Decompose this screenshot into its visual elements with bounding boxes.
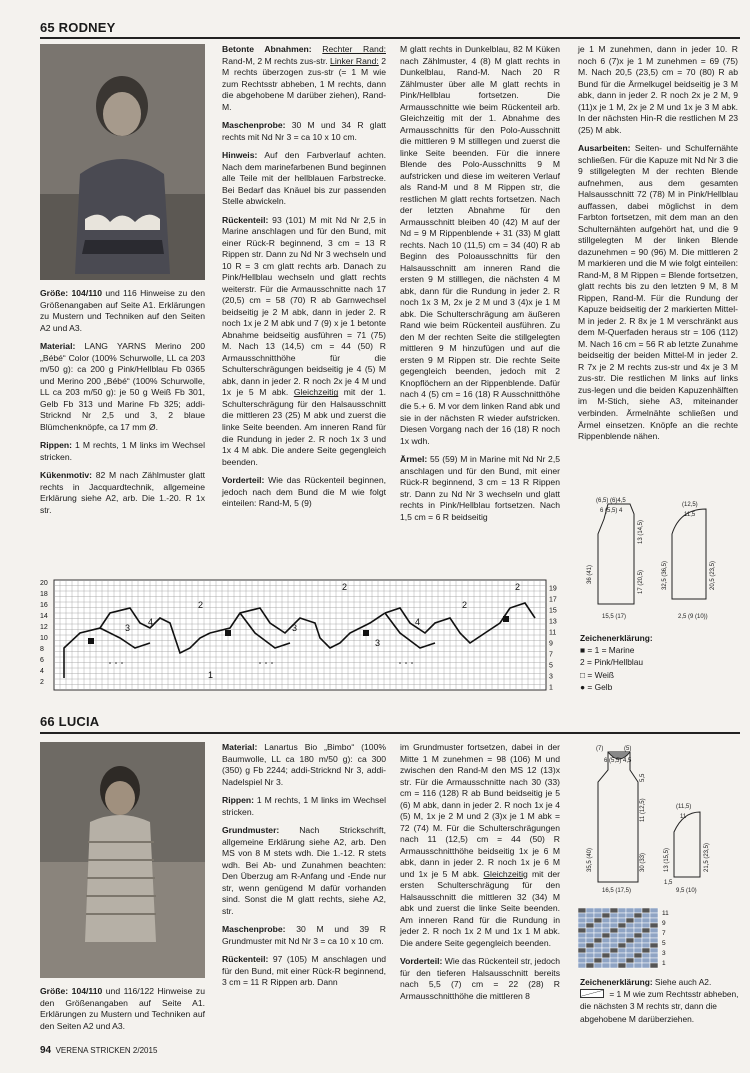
row-label-left: 2: [40, 678, 44, 686]
dim-g: 30 (33): [640, 852, 646, 872]
stitch-cell: [618, 933, 626, 938]
stitch-cell: [634, 913, 642, 918]
stitch-cell: [594, 948, 602, 953]
row-label-left: 20: [40, 579, 48, 587]
stitch-cell: [586, 918, 594, 923]
dim-f: 13 (14,5): [638, 519, 644, 544]
stitch-cell: [650, 943, 658, 948]
stitch-cell: [626, 928, 634, 933]
stitch-cell: [602, 913, 610, 918]
dim-g: 17 (20,5): [638, 569, 644, 594]
stitch-cell: [642, 953, 650, 958]
stitch-cell: [634, 943, 642, 948]
stitch-cell: [578, 958, 586, 963]
dim-i: 16,5 (17,5): [602, 888, 632, 894]
lucia-column-1: Größe: 104/110 und 116/122 Hinweise zu den Größenangaben auf Seite A1. Erklärungen zu Mustern und Techniken auf den Seiten A2 und A3.: [40, 986, 205, 1031]
stitch-cell: [578, 943, 586, 948]
dim-j: 32,5 (36,5): [662, 560, 668, 590]
dim-n: 2,5 (9 (10)): [678, 614, 708, 620]
stitch-cell: [634, 938, 642, 943]
stitch-cell: [650, 928, 658, 933]
row-label-left: 6: [40, 656, 44, 664]
lucia-stitch-chart: [578, 908, 678, 970]
stitch-cell: [610, 933, 618, 938]
dim-f: 35,5 (40): [587, 847, 593, 872]
dim-j: (11,5): [676, 804, 692, 810]
dim-d: 5,5: [640, 773, 646, 782]
dim-c: (12,5): [682, 502, 698, 508]
stitch-cell: [610, 923, 618, 928]
row-label: 1: [662, 960, 666, 967]
stitch-cell: [650, 923, 658, 928]
stitch-cell: [650, 938, 658, 943]
row-label-right: 15: [549, 607, 557, 615]
row-label-left: 14: [40, 612, 48, 620]
dim-m: 21,5 (23,5): [704, 842, 710, 872]
stitch-cell: [634, 923, 642, 928]
stitch-cell: [634, 928, 642, 933]
stitch-cell: [634, 908, 642, 913]
chart-num: 4: [415, 617, 421, 627]
chart-num: 1: [208, 670, 214, 680]
row-label-right: 9: [549, 640, 553, 648]
dim-d: 11,5: [684, 512, 696, 518]
stitch-cell: [602, 943, 610, 948]
stitch-cell: [618, 928, 626, 933]
stitch-cell: [650, 958, 658, 963]
stitch-cell: [642, 918, 650, 923]
stitch-cell: [634, 953, 642, 958]
dim-b: 6 (5,5) 4: [600, 508, 623, 514]
row-label-right: 19: [549, 585, 557, 593]
stitch-cell: [610, 953, 618, 958]
stitch-cell: [578, 953, 586, 958]
stitch-cell: [586, 958, 594, 963]
stitch-cell: [618, 963, 626, 968]
stitch-cell: [626, 923, 634, 928]
stitch-cell: [626, 948, 634, 953]
stitch-cell: [578, 913, 586, 918]
chick-motif-chart: [40, 578, 560, 696]
lucia-column-3: im Grundmuster fortsetzen, dabei in der Mitte 1 M zunehmen = 98 (106) M und zwischen den Rand-M den MS 12 (13)x str. Für die Armausschnitte nach 30 (33) cm = 116 (128) R ab Bund beidseitig je 5 (6) M abk, dann in jeder 2. R noch 1x je 4 (5) M, 1x je 2 M und 2 (3)x je 1 M abk = 72 (74) M. Für die Schulterschrägungen nach 11 (12,5) cm = 44 (50) R Armausschnitthöhe beidseitig 1x je 6 M abk, dann in jeder 2. R noch 1x je 6 M und 1x je 5 M abk. Gleichzeitig mit der ersten Schulterschrägung für den Halsausschnitt die mittleren 32 (34) M abk und zuerst die linke Seite beenden. Am inneren Rand für die Rundung in jeder 2. R noch 1x 2 M und 1x 1 M abk. Die andere Seite gegengleich beenden. Vorderteil: Wie das Rückenteil str, jedoch für den tieferen Halsausschnitt bereits nach 5,5 (7) cm = 22 (28) R Armausschnitthöhe die mittleren 8: [400, 742, 560, 1001]
stitch-cell: [594, 963, 602, 968]
row-label-right: 11: [549, 629, 557, 637]
stitch-cell: [610, 918, 618, 923]
stitch-cell: [578, 938, 586, 943]
stitch-cell: [650, 963, 658, 968]
row-label-right: 7: [549, 651, 553, 659]
stitch-cell: [650, 913, 658, 918]
stitch-cell: [594, 933, 602, 938]
stitch-cell: [602, 938, 610, 943]
stitch-cell: [618, 948, 626, 953]
row-label-right: 1: [549, 684, 553, 692]
stitch-cell: [610, 908, 618, 913]
row-label: 5: [662, 940, 666, 947]
stitch-cell: [626, 938, 634, 943]
chart-num: 3: [125, 623, 131, 633]
stitch-cell: [594, 958, 602, 963]
row-label-right: 5: [549, 662, 553, 670]
stitch-cell: [642, 958, 650, 963]
rodney-column-1: Größe: 104/110 und 116 Hinweise zu den Größenangaben auf Seite A1. Erklärungen zu Mustern und Techniken auf den Seiten A2 und A3. Material: LANG YARNS Merino 200 „Bébé“ Color (100% Schurwolle, LL ca 203 m/50 g): ca 200 g Pink/Hellblau Fb 0365 und Merino 200 „Bébé“ (100% Schurwolle, LL ca 203 m/50 g): je 50 g Weiß Fb 301, Gelb Fb 313 und Marine Fb 325; addi-Stricknd Nr 2,5 und 3, 2 blaue Blümchenknöpfe, ca 17 mm Ø. Rippen: 1 M rechts, 1 M links im Wechsel stricken. Kükenmotiv: 82 M nach Zählmuster glatt rechts in Jacquardtechnik, allgemeine Erklärung siehe A2, arb. Die 1.-20. R 1x str.: [40, 288, 205, 515]
stitch-cell: [602, 933, 610, 938]
slip-stitch-symbol: [580, 989, 604, 998]
chart-num: 2: [515, 582, 521, 592]
stitch-cell: [626, 958, 634, 963]
chart-num: 3: [375, 638, 381, 648]
stitch-cell: [594, 913, 602, 918]
stitch-cell: [650, 933, 658, 938]
dim-l: 13 (15,5): [664, 847, 670, 872]
stitch-cell: [594, 943, 602, 948]
stitch-cell: [618, 938, 626, 943]
stitch-cell: [602, 948, 610, 953]
stitch-cell: [610, 948, 618, 953]
stitch-cell: [586, 928, 594, 933]
stitch-cell: [586, 948, 594, 953]
stitch-cell: [610, 913, 618, 918]
stitch-cell: [578, 923, 586, 928]
stitch-cell: [618, 953, 626, 958]
lucia-legend: Zeichenerklärung: Siehe auch A2. = 1 M wie zum Rechtsstr abheben, die nächsten 3 M rechts str, dann die abgehobene M darüberziehen.: [580, 977, 739, 1024]
stitch-cell: [610, 928, 618, 933]
stitch-cell: [610, 963, 618, 968]
chart-num: 2: [462, 600, 468, 610]
stitch-cell: [626, 908, 634, 913]
row-label: 7: [662, 930, 666, 937]
stitch-cell: [594, 923, 602, 928]
dim-a: (6,5) (6)4,5: [596, 498, 626, 504]
row-label: 3: [662, 950, 666, 957]
chart-num: 2: [198, 600, 204, 610]
stitch-cell: [602, 923, 610, 928]
stitch-cell: [586, 908, 594, 913]
row-label-left: 4: [40, 667, 44, 675]
dim-b: (5): [624, 746, 632, 752]
stitch-cell: [602, 918, 610, 923]
stitch-cell: [594, 908, 602, 913]
row-label-left: 8: [40, 645, 44, 653]
stitch-cell: [642, 943, 650, 948]
stitch-cell: [650, 948, 658, 953]
rodney-column-3: M glatt rechts in Dunkelblau, 82 M Küken nach Zählmuster, 4 (8) M glatt rechts in Dunkelblau, Rand-M. Nach 20 R Zählmuster über alle M glatt rechts in Pink/Hellblau fortsetzen. Die Armausschnitte wie beim Rückenteil arb. Gleichzeitig mit der 1. Abnahme des Armausschnitts für den Polo-Ausschnitt die mittleren 9 M stilllegen und zuerst die linke Seite beenden. Für die innere Blende des Polo-Ausschnitts 9 M aufstricken und diese im weiteren Verlauf als Rand-M und 8 M Rippen str, die restlichen M glatt rechts fortsetzen. Nach der letzten Abnahme für den Armausschnitt bleiben 40 (42) M auf der Nd = 9 M Rippenblende + 31 (33) M glatt rechts. Nach 10 (11,5) cm = 34 (40) R ab Beginn des Poloausschnitts für den Halsausschnitt am inneren Rand die ersten 9 M stilllegen, die nächsten 4 M abk, dann für die Rundung in jeder 2. R noch 1x 3 M, 2x je 2 M und 3 (4)x je 1 M abk. Die Schulterschrägung am äußeren Rand wie beim Rückenteil ausführen. Zu den M der rechten Seite die stillgelegten mittleren 9 M hinzufügen und auf die ersten 9 M Rippen str. Die rechte Seite gegengleich beenden, jedoch mit 2 Knopflöchern an der Rippenblende. Dafür nach 4 (5) cm = 16 (18) R Ausschnitthöhe die 5.+ 6. M vor dem linken Rand abk und sie in der nächsten R wieder aufstricken. Diesen Vorgang nach der 16 (18) R noch 1x wdh. Ärmel: 55 (59) M in Marine mit Nd Nr 2,5 anschlagen und für den Bund, mit einer Rück-R beginnend, 3 cm = 13 R Rippen str. Dann zu Nd Nr 3 wechseln und glatt rechts in Pink/Hellblau fortsetzen. Nach 1,5 cm = 6 R beidseitig: [400, 44, 560, 522]
stitch-cell: [626, 963, 634, 968]
stitch-cell: [602, 963, 610, 968]
dim-o: 9,5 (10): [676, 888, 697, 894]
row-label-right: 3: [549, 673, 553, 681]
stitch-cell: [634, 963, 642, 968]
stitch-cell: [594, 953, 602, 958]
stitch-cell: [578, 908, 586, 913]
row-label-left: 12: [40, 623, 48, 631]
stitch-cell: [594, 928, 602, 933]
stitch-cell: [578, 918, 586, 923]
stitch-cell: [618, 918, 626, 923]
stitch-cell: [602, 908, 610, 913]
stitch-cell: [610, 958, 618, 963]
stitch-cell: [642, 933, 650, 938]
stitch-cell: [586, 963, 594, 968]
stitch-cell: [650, 953, 658, 958]
stitch-cell: [594, 918, 602, 923]
stitch-cell: [634, 933, 642, 938]
dim-c: 6 (5,5) 4,5: [604, 758, 632, 764]
stitch-cell: [626, 943, 634, 948]
row-label-left: 10: [40, 634, 48, 642]
title-rule: [40, 37, 740, 39]
stitch-cell: [594, 938, 602, 943]
row-label-left: 16: [40, 601, 48, 609]
pattern-title-rodney: 65 RODNEY: [40, 20, 116, 35]
stitch-cell: [618, 943, 626, 948]
stitch-cell: [586, 953, 594, 958]
stitch-cell: [578, 963, 586, 968]
dim-k: 11: [680, 814, 687, 820]
stitch-cell: [642, 948, 650, 953]
stitch-cell: [626, 953, 634, 958]
stitch-cell: [618, 923, 626, 928]
rodney-legend: Zeichenerklärung: ■ = 1 = Marine 2 = Pink/Hellblau □ = Weiß ● = Gelb: [580, 633, 653, 692]
stitch-cell: [650, 908, 658, 913]
chart-num: 4: [148, 617, 154, 627]
stitch-cell: [610, 943, 618, 948]
footer: 94 VERENA STRICKEN 2/2015: [40, 1045, 158, 1056]
stitch-cell: [618, 908, 626, 913]
lucia-column-2: Material: Lanartus Bio „Bimbo“ (100% Baumwolle, LL ca 180 m/50 g): ca 300 (350) g Fb 2244; addi-Stricknd Nr 3, addi-Nadelspiel Nr 3. Rippen: 1 M rechts, 1 M links im Wechsel stricken. Grundmuster: Nach Strickschrift, allgemeine Erklärung siehe A2, arb. Den MS von 8 M stets wdh. Die 1.-12. R stets wdh. Bei Ab- und Zunahmen beachten: Den Überzug am R-Anfang und -Ende nur str, wenn genügend M dafür vorhanden sind. Sonst die M glatt rechts, siehe A2, str. Maschenprobe: 30 M und 39 R Grundmuster mit Nd Nr 3 = ca 10 x 10 cm. Rückenteil: 97 (105) M anschlagen und für den Bund, mit einer Rück-R beginnend, 3 cm = 11 R Rippen arb. Dann: [222, 742, 386, 988]
title-rule: [40, 732, 740, 734]
chart-num: 3: [292, 623, 298, 633]
rodney-column-4: je 1 M zunehmen, dann in jeder 10. R noch 6 (7)x je 1 M zunehmen = 69 (75) M. Nach 20,5 (23,5) cm = 70 (80) R ab Bund für die Ärmelkugel beidseitig je 3 M abk, dann in jeder 2. R noch 2x je 2 M, 9 (11)x je 1 M, 2x je 2 M und 1x je 3 M abk. In der nächsten Hin-R die restlichen M 23 (25) M abk. Ausarbeiten: Seiten- und Schulfernähte schließen. Für die Kapuze mit Nd Nr 3 die 9 stillgelegten M der rechten Blende aufnehmen, aus dem gesamten Halsausschnitt 72 (78) M in Pink/Hellblau auffassen, dabei möglichst in dem Farbton fortsetzen, mit dem man an den Schulternähten aufgehört hat, und die 9 stillgelegten M der linken Blende dazunehmen = 90 (96) M. Die mittleren 2 M markieren und die M wie folgt einteilen: Rand-M, 8 M Rippen = Blende fortsetzen, glatt rechts bis zu den letzten 9 M, 8 M Rippen, Rand-M. Für die Rundung der Kapuze beidseitig der 2 markierten Mittel-M in jeder 2. R 8x je 1 M verschränkt aus dem M-Querfaden heraus str = 106 (112) M. Nach 16 cm = 56 R ab letzte Zunahme beidseitig der beiden Mittel-M in jeder 2. R 7x je 2 M rechts zus-str und 4x je 3 M zus-str. Die restlichen M links auf links zus-legen und die beiden Kapuzenhälften im M-Stich, siehe A3, miteinander verbinden. Ärmelnähte schließen und Ärmel einsetzen. Knöpfe an die rechte Rippenblende nähen.: [578, 44, 738, 442]
stitch-cell: [618, 958, 626, 963]
stitch-cell: [578, 933, 586, 938]
stitch-cell: [634, 918, 642, 923]
pattern-title-lucia: 66 LUCIA: [40, 714, 100, 729]
dim-a: (7): [596, 746, 604, 752]
stitch-cell: [634, 948, 642, 953]
stitch-cell: [642, 913, 650, 918]
dim-n: 1,5: [664, 880, 673, 886]
stitch-cell: [578, 928, 586, 933]
stitch-cell: [602, 928, 610, 933]
stitch-cell: [626, 933, 634, 938]
rodney-schematic: [578, 494, 738, 624]
stitch-cell: [618, 913, 626, 918]
stitch-cell: [586, 943, 594, 948]
stitch-cell: [642, 908, 650, 913]
row-label: 9: [662, 920, 666, 927]
stitch-cell: [586, 923, 594, 928]
stitch-cell: [626, 913, 634, 918]
stitch-cell: [610, 938, 618, 943]
stitch-cell: [650, 918, 658, 923]
lucia-schematic: [578, 742, 738, 902]
stitch-cell: [634, 958, 642, 963]
photo-lucia: [40, 742, 205, 978]
stitch-cell: [578, 948, 586, 953]
row-label-right: 17: [549, 596, 557, 604]
stitch-cell: [602, 958, 610, 963]
stitch-cell: [642, 928, 650, 933]
dim-e: 36 (41): [587, 564, 593, 584]
chart-num: 2: [342, 582, 348, 592]
stitch-cell: [642, 938, 650, 943]
stitch-cell: [626, 918, 634, 923]
row-label-right: 13: [549, 618, 557, 626]
dim-e: 11 (12,5): [640, 798, 646, 822]
dim-i: 15,5 (17): [602, 614, 627, 620]
stitch-cell: [586, 933, 594, 938]
stitch-cell: [642, 923, 650, 928]
rodney-column-2: Betonte Abnahmen: Rechter Rand: Rand-M, 2 M rechts zus-str. Linker Rand: 2 M rechts überzogen zus-str (= 1 M wie zum Rechtsstr abheben, 1 M rechts, dann die abgehobene M darüber ziehen), Rand-M. Maschenprobe: 30 M und 34 R glatt rechts mit Nd Nr 3 = ca 10 x 10 cm. Hinweis: Auf den Farbverlauf achten. Nach dem marinefarbenen Bund beginnen alle Teile mit der hellblauen Farbstrecke. Bei Bedarf das Knäuel bis zur passenden Stelle abwickeln. Rückenteil: 93 (101) M mit Nd Nr 2,5 in Marine anschlagen und für den Bund, mit einer Rück-R beginnend, 3 cm = 13 R Rippen str. Dann zu Nd Nr 3 wechseln und 10 R = 3 cm glatt rechts arb. Danach zu Pink/Hellblau wechseln und glatt rechts weiterstr. Für die Armausschnitte nach 17 (20,5) cm = 58 (70) R ab Garnwechsel beidseitig je 2 M abk, dann in jeder 2. R noch 1x je 2 M abk und 7 (9) x je 1 betonte Abnahme beidseitig ausführen = 71 (75) M. Nach 13 (14,5) cm = 44 (50) R Armausschnitthöhe für die Schulterschrägungen beidseitig je 4 (5) M abk, dann in jeder 2. R noch 2x je 4 M und 1x je 5 M abk. Gleichzeitig mit der 1. Schulterschrägung für den Halsausschnitt die mittleren 23 (25) M abk und zuerst die linke Seite beenden. Am inneren Rand für die Rundung in jeder 2. R noch 1x 3 und 1x 4 M abk. Die andere Seite gegengleich beenden. Vorderteil: Wie das Rückenteil beginnen, jedoch nach dem Bund die M wie folgt einteilen: Rand-M, 5 (9): [222, 44, 386, 509]
stitch-cell: [602, 953, 610, 958]
stitch-cell: [586, 938, 594, 943]
row-label-left: 18: [40, 590, 48, 598]
dim-k: 20,5 (23,5): [710, 560, 716, 590]
photo-rodney: [40, 44, 205, 280]
stitch-cell: [642, 963, 650, 968]
stitch-cell: [586, 913, 594, 918]
row-label: 11: [662, 910, 669, 917]
